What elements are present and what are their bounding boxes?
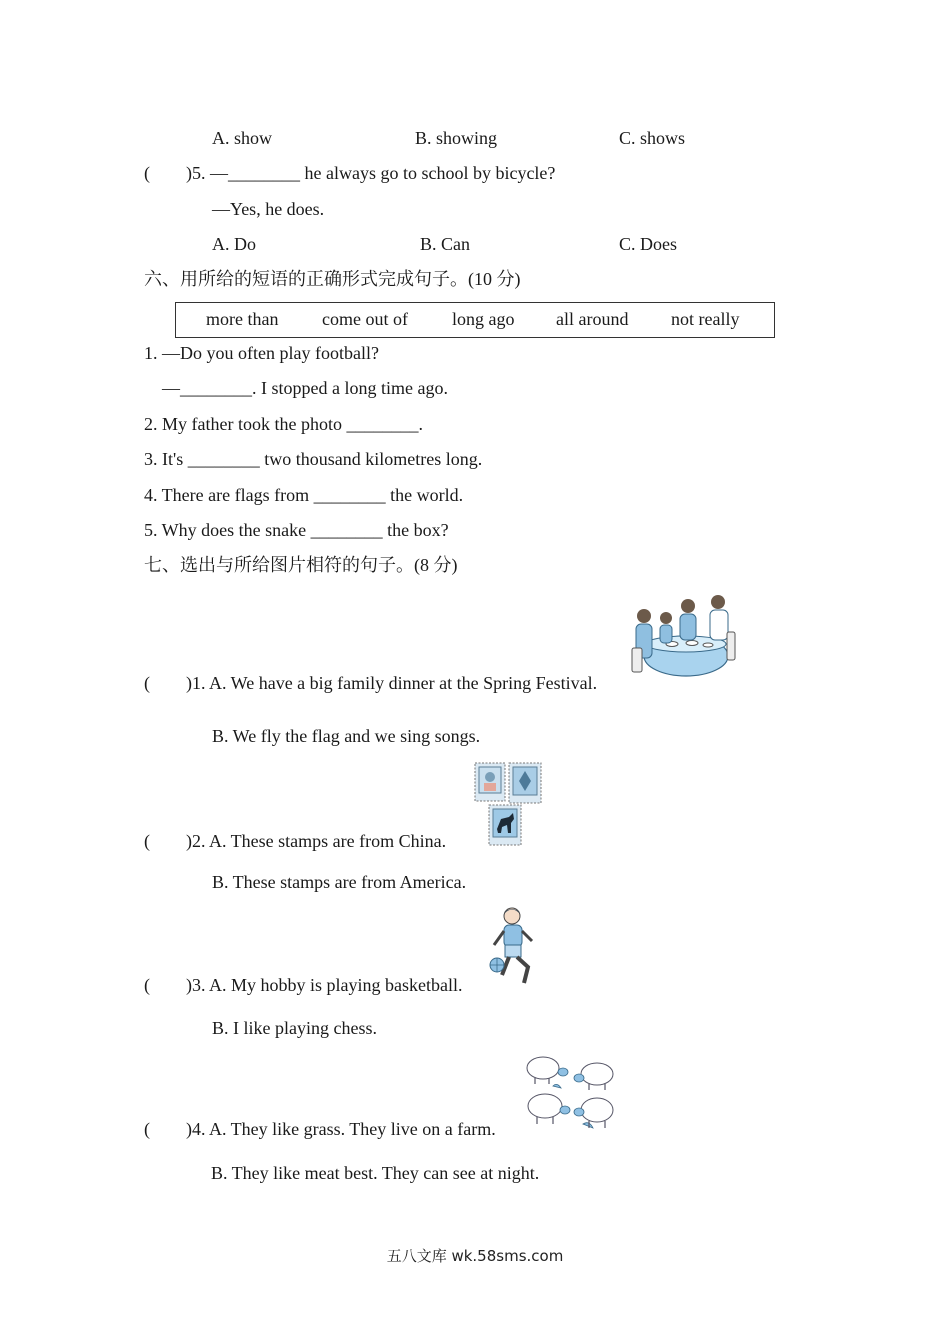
s7-q1-b: B. We fly the flag and we sing songs. — [212, 726, 481, 746]
stamps-illustration — [473, 761, 543, 847]
s7-q4-a: ( )4. A. They like grass. They live on a farm. — [144, 1119, 496, 1139]
section6-title: 六、用所给的短语的正确形式完成句子。(10 分) — [144, 269, 521, 289]
phrase-4: all around — [556, 309, 629, 329]
section7-title: 七、选出与所给图片相符的句子。(8 分) — [144, 555, 458, 575]
q5-reply: —Yes, he does. — [212, 199, 325, 219]
q5-option-b: B. Can — [420, 234, 471, 254]
s6-item-5: 5. Why does the snake ________ the box? — [144, 520, 449, 540]
s7-q1-a: ( )1. A. We have a big family dinner at the Spring Festival. — [144, 673, 598, 693]
s6-item-2: 2. My father took the photo ________. — [144, 414, 423, 434]
phrase-5: not really — [671, 309, 740, 329]
s7-q2-a: ( )2. A. These stamps are from China. — [144, 831, 447, 851]
phrase-2: come out of — [322, 309, 408, 329]
footer-watermark: 五八文库 wk.58sms.com — [386, 1247, 564, 1265]
q5-option-a: A. Do — [212, 234, 256, 254]
s7-q2-b: B. These stamps are from America. — [212, 872, 467, 892]
s6-item-1-reply: —________. I stopped a long time ago. — [162, 378, 448, 398]
sheep-illustration — [523, 1052, 619, 1132]
s7-q4-b: B. They like meat best. They can see at night. — [211, 1163, 540, 1183]
s7-q3-b: B. I like playing chess. — [212, 1018, 377, 1038]
phrase-3: long ago — [452, 309, 515, 329]
s6-item-1: 1. —Do you often play football? — [144, 343, 379, 363]
phrase-box — [175, 302, 775, 338]
q4-option-b: B. showing — [415, 128, 498, 148]
phrase-1: more than — [206, 309, 279, 329]
s6-item-4: 4. There are flags from ________ the world. — [144, 485, 464, 505]
family-dinner-illustration — [630, 592, 738, 684]
q4-option-c: C. shows — [619, 128, 686, 148]
q5-option-c: C. Does — [619, 234, 677, 254]
s6-item-3: 3. It's ________ two thousand kilometres long. — [144, 449, 483, 469]
q4-option-a: A. show — [212, 128, 273, 148]
q5-stem: ( )5. —________ he always go to school by bicycle? — [144, 163, 556, 183]
basketball-boy-illustration — [488, 905, 544, 991]
s7-q3-a: ( )3. A. My hobby is playing basketball. — [144, 975, 463, 995]
